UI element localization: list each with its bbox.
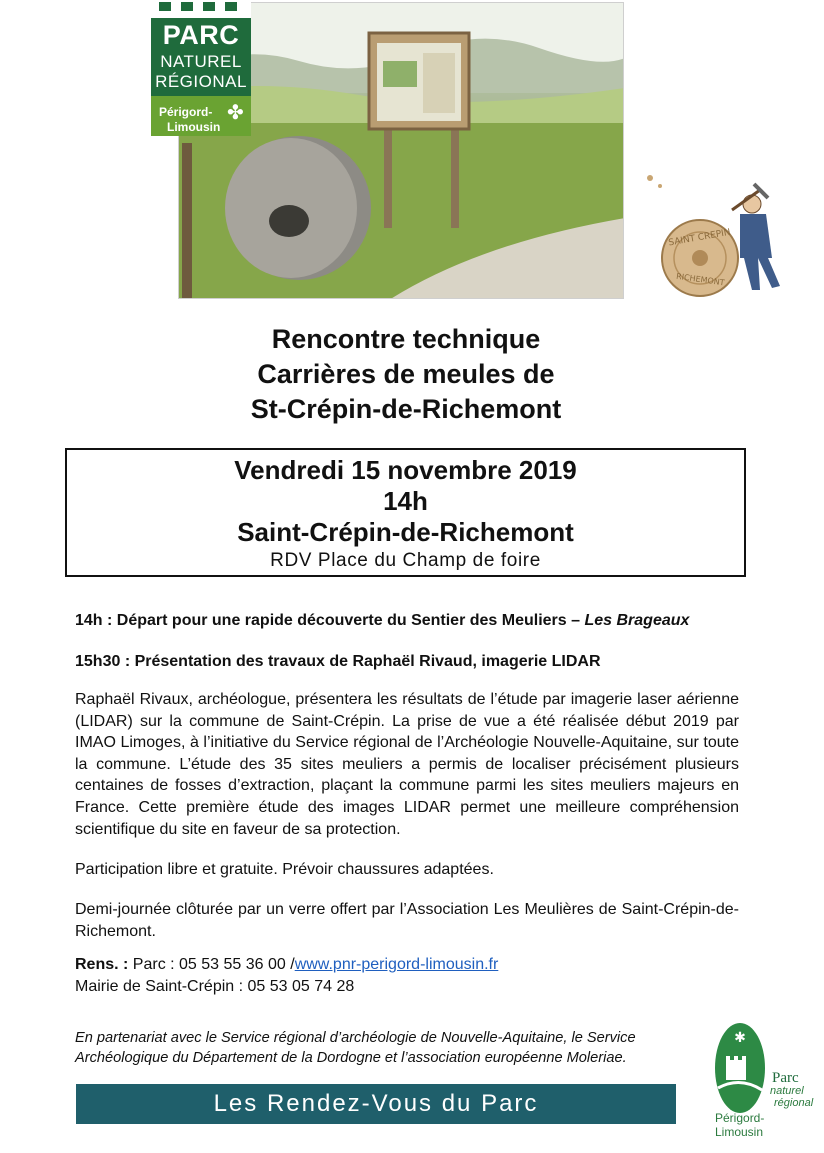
- logo-region-band: [151, 96, 251, 136]
- svg-text:RICHEMONT: RICHEMONT: [675, 271, 726, 288]
- footer-logo-line2: naturel: [770, 1085, 804, 1097]
- park-logo: [151, 2, 251, 136]
- logo-line-naturel: NATUREL: [160, 52, 242, 71]
- contact-parc-phone: Parc : 05 53 55 36 00 /: [128, 956, 295, 973]
- event-meeting-point: RDV Place du Champ de foire: [270, 550, 541, 571]
- contact-block: [75, 954, 739, 997]
- logo-line-regional: RÉGIONAL: [155, 72, 247, 91]
- footer-park-logo: [712, 1018, 814, 1139]
- program-item-1: [75, 610, 739, 632]
- participation-text: Participation libre et gratuite. Prévoir chaussures adaptées.: [75, 861, 494, 878]
- program-item-2: 15h30 : Présentation des travaux de Raphaël Rivaud, imagerie LIDAR: [75, 653, 601, 670]
- millstone-worker-illustration: [640, 170, 790, 305]
- page-title: [0, 322, 812, 427]
- partners-text: En partenariat avec le Service régional d’archéologie de Nouvelle-Aquitaine, le Service Archéologique du Département de la Dordogne et l’association européenne Moleriae.: [75, 1030, 636, 1066]
- event-place: Saint-Crépin-de-Richemont: [237, 517, 574, 547]
- footer-logo-line1: Parc: [772, 1070, 799, 1086]
- logo-crenellation: [151, 2, 251, 18]
- title-line-1: Rencontre technique: [271, 324, 541, 354]
- event-info-box: [65, 448, 746, 577]
- program-item-1-text: 14h : Départ pour une rapide découverte du Sentier des Meuliers –: [75, 612, 585, 629]
- footer-logo-line4: Périgord-Limousin: [715, 1111, 765, 1139]
- footer-logo-line3: régional: [774, 1097, 814, 1109]
- description-paragraph: Raphaël Rivaux, archéologue, présentera les résultats de l’étude par imagerie laser aérienne (LIDAR) sur la commune de Saint-Crépin. La prise de vue a été réalisée début 2019 par IMAO Limoges, à l’initiative du Service régional de l’Archéologie Nouvelle-Aquitaine, sur toute la commune. L’étude des 35 sites meuliers a permis de localiser précisément plusieurs centaines de fosses d’extraction, plaçant la commune parmi les sites meuliers majeurs en France. Cette première étude des images LIDAR permet une meilleure compréhension scientifique du site en faveur de sa protection.: [75, 691, 739, 838]
- cross-flower-icon: ✤: [227, 102, 244, 124]
- website-link[interactable]: www.pnr-perigord-limousin.fr: [294, 956, 499, 973]
- title-line-2: Carrières de meules de: [257, 359, 555, 389]
- closing-text: Demi-journée clôturée par un verre offert par l’Association Les Meulières de Saint-Crépin-de-Richemont.: [75, 901, 739, 940]
- event-date: Vendredi 15 novembre 2019: [234, 455, 577, 485]
- contact-line-parc: [75, 954, 739, 976]
- program-item-1-location: Les Brageaux: [584, 612, 690, 629]
- event-time: 14h: [383, 486, 428, 516]
- millstone-worker-icon: [640, 170, 790, 305]
- title-line-3: St-Crépin-de-Richemont: [250, 394, 562, 424]
- logo-line-parc: PARC: [162, 20, 240, 50]
- logo-region-line1: Périgord-: [159, 105, 213, 119]
- svg-text:✱: ✱: [734, 1030, 746, 1046]
- contact-mairie: Mairie de Saint-Crépin : 05 53 05 74 28: [75, 977, 355, 995]
- contact-label: Rens. :: [75, 956, 129, 973]
- logo-region-line2: Limousin: [167, 120, 221, 134]
- footer-band: Les Rendez-Vous du Parc: [76, 1084, 676, 1124]
- svg-text:SAINT CREPIN: SAINT CREPIN: [667, 227, 732, 249]
